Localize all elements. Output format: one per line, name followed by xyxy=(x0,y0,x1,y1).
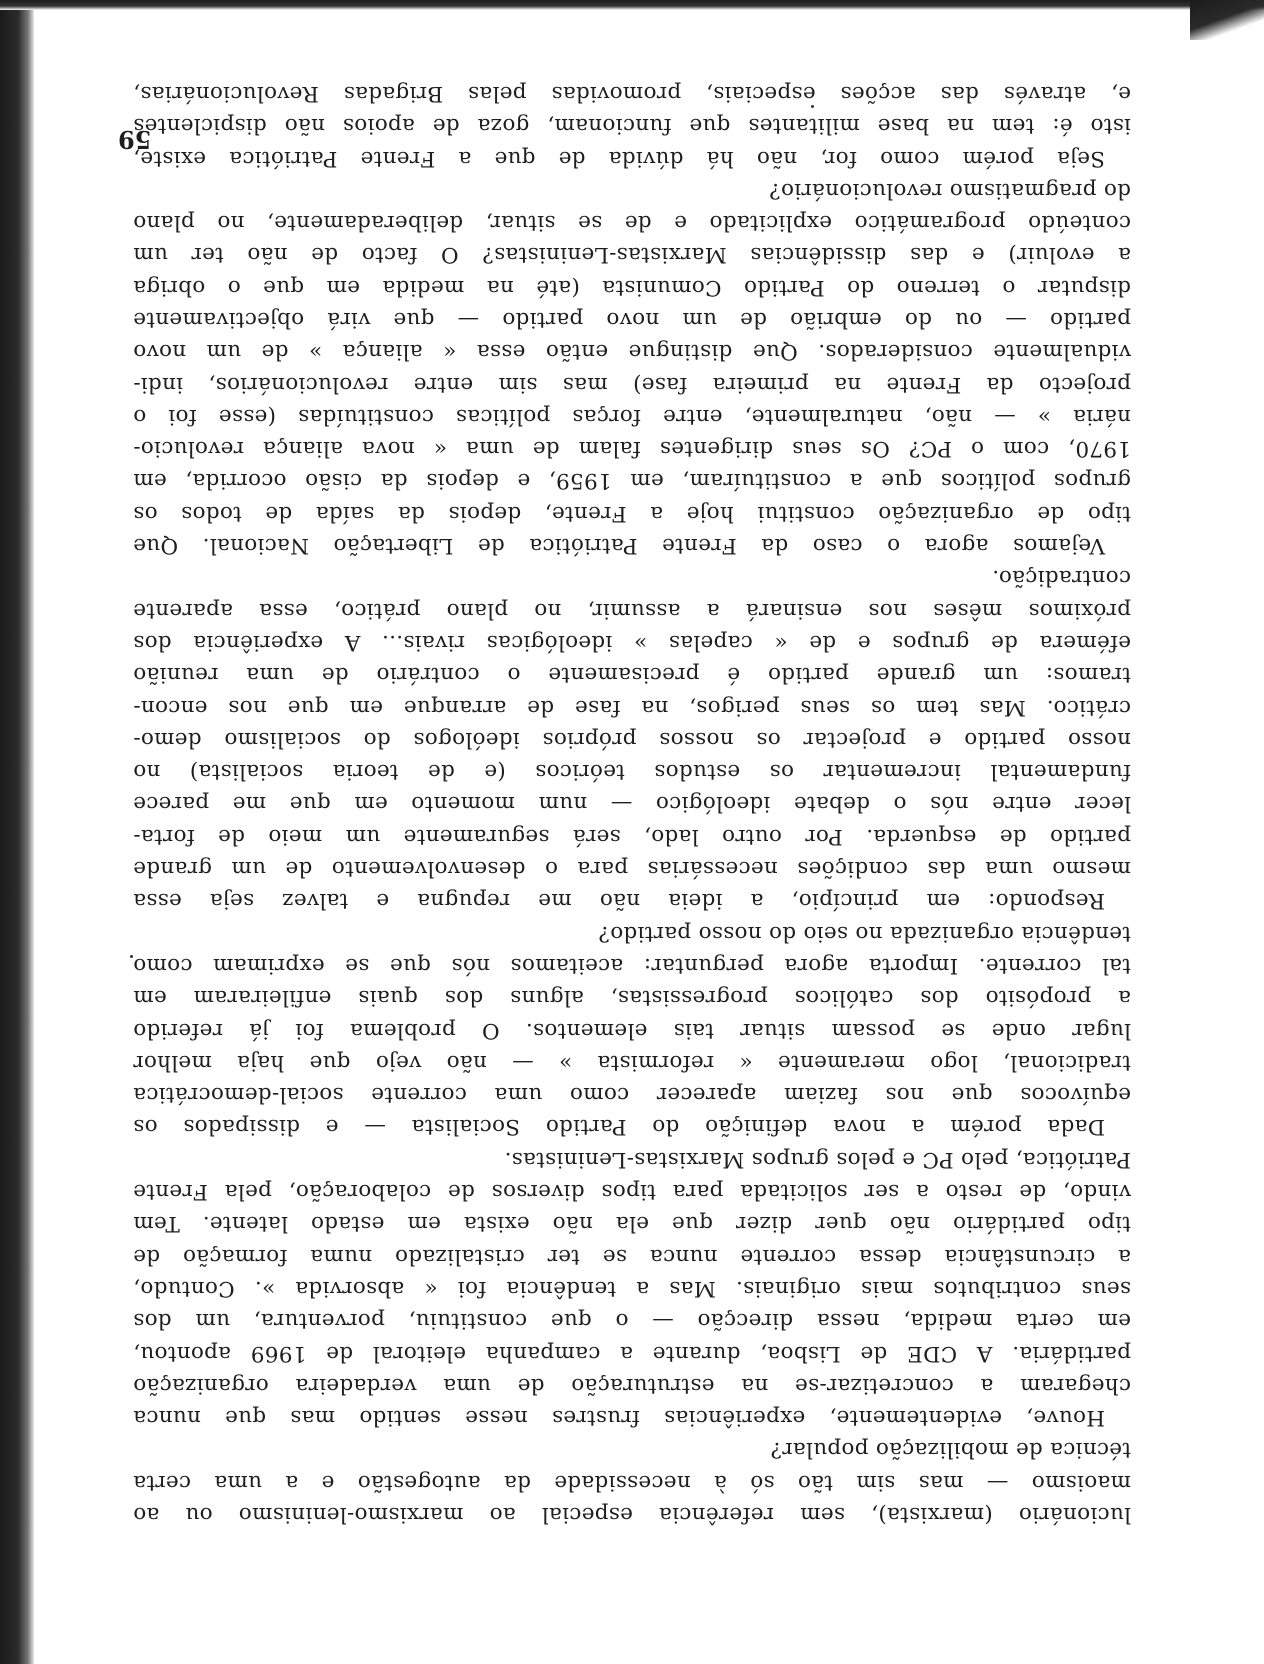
text-line: 1970, com o PC? Os seus dirigentes falam de uma « nova aliança revolucio- xyxy=(133,436,1131,462)
text-line: lucionário (marxista), sem referência especial ao marxismo-leninismo ou ao xyxy=(133,1502,1131,1527)
text-line: em certa medida, nessa direcção — o que constituiu, porventura, um dos xyxy=(133,1308,1131,1334)
body-text xyxy=(133,77,1131,1530)
text-line: a circunstância dessa corrente nunca se ter cristalizado numa formação de xyxy=(133,1243,1131,1269)
text-line: Seja porém como for, não há dúvida de que a Frente Patriótica existe, xyxy=(133,145,1105,171)
text-line: efémera de grupos e de « capelas » ideológicas rivais... A experiência dos xyxy=(133,629,1131,655)
text-line: tal corrente. Importa agora perguntar: aceitamos nós que se exprimam como xyxy=(133,952,1131,978)
text-line: Vejamos agora o caso da Frente Patriótica de Libertação Nacional. Que xyxy=(133,533,1105,559)
text-line: tendência organizada no seio do nosso partido? xyxy=(598,920,1131,946)
text-line: nosso partido e projectar os nossos próprios ideólogos do socialismo demo- xyxy=(133,726,1131,752)
text-line: tipo de organização constitui hoje a Frente, depois da saída de todos os xyxy=(133,500,1131,526)
text-line: tipo partidário não quer dizer que ela não exista em estado latente. Tem xyxy=(133,1211,1131,1237)
text-line: maoismo — mas sim tão só à necessidade da autogestão e a uma certa xyxy=(133,1469,1131,1495)
text-line: Houve, evidentemente, experiências frustres nesse sentido mas que nunca xyxy=(133,1405,1105,1431)
text-line: partido — ou do embrião de um novo partido — que virá objectivamente xyxy=(133,307,1131,333)
text-line: lecer entre nós o debate ideológico — num momento em que me parece xyxy=(133,791,1131,817)
text-line: próximos mêses nos ensinará a assumir, no plano prático, essa aparente xyxy=(133,597,1131,623)
text-line: mesmo uma das condições necessárias para o desenvolvemento de um grande xyxy=(133,856,1131,882)
text-line: a propósito dos católicos progressistas, alguns dos quais enfileiraram em xyxy=(133,985,1131,1011)
text-line: crático. Mas tem os seus perigos, na fase de arranque em que nos encon- xyxy=(133,694,1131,720)
text-line: Dada porém a nova definição do Partido Socialista — e dissipados os xyxy=(133,1114,1105,1140)
text-line: tradicional, logo meramente « reformista » — não vejo que haja melhor xyxy=(133,1049,1131,1075)
text-line: grupos políticos que a constituíram, em 1959, e depois da cisão ocorrida, em xyxy=(133,468,1131,494)
text-line: disputar o terreno do Partido Comunista (até na medida em que o obriga xyxy=(133,274,1131,300)
text-line: nária » — não, naturalmente, entre forças políticas constituídas (esse foi o xyxy=(133,403,1131,429)
text-line: chegaram a concretizar-se na estruturação de uma verdadeira organização xyxy=(133,1372,1131,1398)
text-line: vidualmente considerados. Que distingue então essa « aliança » de um novo xyxy=(133,339,1131,365)
page-number: 59 xyxy=(118,125,152,154)
text-line: Patriótica, pelo PC e pelos grupos Marxistas-Leninistas. xyxy=(504,1146,1131,1172)
text-line: e, através das acções especiais, promovidas pelas Brigadas Revolucionárias, xyxy=(133,80,1131,106)
text-line: equívocos que nos faziam aparecer como uma corrente social-democrática xyxy=(133,1082,1131,1108)
text-line: a evoluir) e das dissidências Marxistas-Leninistas? O facto de não ter um xyxy=(133,242,1131,268)
text-line: do pragmatismo revolucionário? xyxy=(768,177,1131,203)
text-line: seus contributos mais originais. Mas a tendência foi « absorvida ». Contudo, xyxy=(133,1275,1131,1301)
text-line: conteúdo programático explicitado e de se situar, deliberadamente, no plano xyxy=(133,210,1131,236)
text-line: Respondo: em princípio, a ideia não me repugna e talvez seja essa xyxy=(133,888,1105,914)
text-line: partidária. A CDE de Lisboa, durante a campanha eleitoral de 1969 apontou, xyxy=(133,1340,1131,1366)
text-line: vindo, de resto a ser solicitada para tipos diversos de colaboração, pela Frente xyxy=(133,1179,1131,1205)
text-line: contradição. xyxy=(991,565,1131,591)
text-line: isto é: tem na base militantes que funcionam, goza de apoios não dispiclentes xyxy=(133,113,1131,139)
text-line: lugar onde se possam situar tais elementos. O problema foi já referido xyxy=(133,1017,1131,1043)
text-line: técnica de mobilização popular? xyxy=(770,1437,1131,1463)
text-line: fundamental incrementar os estudos teóricos (e de teoria socialista) no xyxy=(133,759,1131,785)
text-line: partido de esquerda. Por outro lado, será seguramente um meio de forta- xyxy=(133,823,1131,849)
text-line: projecto da Frente na primeira fase) mas sim entre revolucionários, indi- xyxy=(133,371,1131,397)
text-line: tramos: um grande partido é precisamente o contrário de uma reunião xyxy=(133,662,1131,688)
